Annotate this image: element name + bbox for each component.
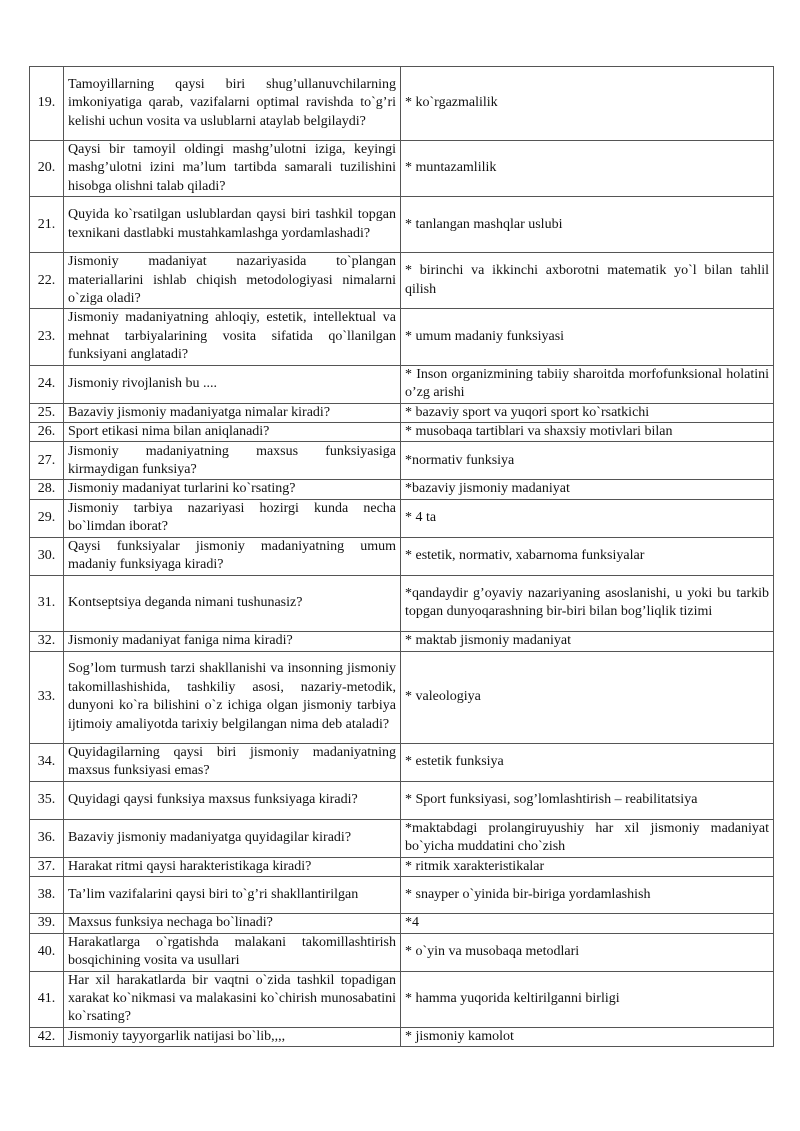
answer-cell: * birinchi va ikkinchi axborotni matematik yo`l bilan tahlil qilish bbox=[401, 253, 774, 309]
table-row bbox=[30, 253, 774, 309]
answer-cell: * muntazamlilik bbox=[401, 141, 774, 197]
row-number: 36. bbox=[30, 819, 64, 857]
table-row bbox=[30, 575, 774, 631]
answer-cell: * hamma yuqorida keltirilganni birligi bbox=[401, 971, 774, 1027]
question-cell: Tamoyillarning qaysi biri shug’ullanuvchilarning imkoniyatiga qarab, vazifalarni optimal ravishda to`g’ri kelishi uchun vosita va uslublarni ataylab belgilaydi? bbox=[64, 67, 401, 141]
row-number: 37. bbox=[30, 857, 64, 876]
table-row bbox=[30, 365, 774, 403]
answer-cell: * tanlangan mashqlar uslubi bbox=[401, 197, 774, 253]
question-cell: Sog’lom turmush tarzi shakllanishi va insonning jismoniy takomillashishida, tashkiliy asosi, nazariy-metodik, dunyoni ko`ra bilishini o`z ichiga olgan jismoniy tarbiya ijtimoiy amaliyotda tarixiy belgilangan nima deb ataladi? bbox=[64, 651, 401, 743]
question-cell: Sport etikasi nima bilan aniqlanadi? bbox=[64, 423, 401, 442]
answer-cell: * o`yin va musobaqa metodlari bbox=[401, 933, 774, 971]
question-cell: Qaysi bir tamoyil oldingi mashg’ulotni iziga, keyingi mashg’ulotni izini ma’lum tartibda samarali tuzilishini hisobga olishni talab qiladi? bbox=[64, 141, 401, 197]
row-number: 24. bbox=[30, 365, 64, 403]
question-cell: Quyidagi qaysi funksiya maxsus funksiyaga kiradi? bbox=[64, 781, 401, 819]
answer-cell: * maktab jismoniy madaniyat bbox=[401, 631, 774, 651]
row-number: 39. bbox=[30, 914, 64, 933]
row-number: 28. bbox=[30, 480, 64, 499]
answer-cell: * valeologiya bbox=[401, 651, 774, 743]
table-row bbox=[30, 781, 774, 819]
answer-cell: * Inson organizmining tabiiy sharoitda morfofunksional holatini o’zg arishi bbox=[401, 365, 774, 403]
table-row bbox=[30, 403, 774, 422]
row-number: 35. bbox=[30, 781, 64, 819]
answer-cell: *maktabdagi prolangiruyushiy har xil jismoniy madaniyat bo`yicha muddatini cho`zish bbox=[401, 819, 774, 857]
answer-cell: *qandaydir g’oyaviy nazariyaning asoslanishi, u yoki bu tarkib topgan dunyoqarashning bir-biri bilan bog’liqlik tizimi bbox=[401, 575, 774, 631]
question-cell: Kontseptsiya deganda nimani tushunasiz? bbox=[64, 575, 401, 631]
table-row bbox=[30, 480, 774, 499]
table-row bbox=[30, 651, 774, 743]
question-cell: Bazaviy jismoniy madaniyatga nimalar kiradi? bbox=[64, 403, 401, 422]
answer-cell: *normativ funksiya bbox=[401, 442, 774, 480]
row-number: 23. bbox=[30, 309, 64, 365]
table-row bbox=[30, 1027, 774, 1046]
table-row bbox=[30, 819, 774, 857]
row-number: 25. bbox=[30, 403, 64, 422]
row-number: 38. bbox=[30, 877, 64, 914]
question-cell: Harakat ritmi qaysi harakteristikaga kiradi? bbox=[64, 857, 401, 876]
question-cell: Jismoniy madaniyat nazariyasida to`plangan materiallarini ishlab chiqish metodologiyasi nimalarni o`ziga oladi? bbox=[64, 253, 401, 309]
row-number: 41. bbox=[30, 971, 64, 1027]
row-number: 34. bbox=[30, 743, 64, 781]
row-number: 29. bbox=[30, 499, 64, 537]
answer-cell: * 4 ta bbox=[401, 499, 774, 537]
row-number: 26. bbox=[30, 423, 64, 442]
table-row bbox=[30, 631, 774, 651]
answer-cell: * musobaqa tartiblari va shaxsiy motivlari bilan bbox=[401, 423, 774, 442]
answer-cell: *4 bbox=[401, 914, 774, 933]
table-row bbox=[30, 857, 774, 876]
table-row bbox=[30, 743, 774, 781]
answer-cell: * estetik, normativ, xabarnoma funksiyalar bbox=[401, 537, 774, 575]
answer-cell: *bazaviy jismoniy madaniyat bbox=[401, 480, 774, 499]
question-cell: Bazaviy jismoniy madaniyatga quyidagilar kiradi? bbox=[64, 819, 401, 857]
table-row bbox=[30, 914, 774, 933]
questions-table-body bbox=[30, 67, 774, 1047]
table-row bbox=[30, 67, 774, 141]
answer-cell: * ritmik xarakteristikalar bbox=[401, 857, 774, 876]
row-number: 40. bbox=[30, 933, 64, 971]
table-row bbox=[30, 971, 774, 1027]
question-cell: Quyida ko`rsatilgan uslublardan qaysi biri tashkil topgan texnikani dastlabki mustahkamlashga yordamlashadi? bbox=[64, 197, 401, 253]
table-row bbox=[30, 197, 774, 253]
row-number: 27. bbox=[30, 442, 64, 480]
table-row bbox=[30, 877, 774, 914]
answer-cell: * jismoniy kamolot bbox=[401, 1027, 774, 1046]
table-row bbox=[30, 423, 774, 442]
answer-cell: * Sport funksiyasi, sog’lomlashtirish – reabilitatsiya bbox=[401, 781, 774, 819]
answer-cell: * snayper o`yinida bir-biriga yordamlashish bbox=[401, 877, 774, 914]
question-cell: Jismoniy madaniyat turlarini ko`rsating? bbox=[64, 480, 401, 499]
table-row bbox=[30, 442, 774, 480]
row-number: 19. bbox=[30, 67, 64, 141]
row-number: 22. bbox=[30, 253, 64, 309]
row-number: 20. bbox=[30, 141, 64, 197]
row-number: 42. bbox=[30, 1027, 64, 1046]
question-cell: Maxsus funksiya nechaga bo`linadi? bbox=[64, 914, 401, 933]
answer-cell: * estetik funksiya bbox=[401, 743, 774, 781]
row-number: 31. bbox=[30, 575, 64, 631]
question-cell: Ta’lim vazifalarini qaysi biri to`g’ri shakllantirilgan bbox=[64, 877, 401, 914]
question-cell: Jismoniy tayyorgarlik natijasi bo`lib,,,, bbox=[64, 1027, 401, 1046]
row-number: 21. bbox=[30, 197, 64, 253]
table-row bbox=[30, 933, 774, 971]
question-cell: Jismoniy rivojlanish bu .... bbox=[64, 365, 401, 403]
answer-cell: * bazaviy sport va yuqori sport ko`rsatkichi bbox=[401, 403, 774, 422]
table-row bbox=[30, 141, 774, 197]
table-row bbox=[30, 309, 774, 365]
question-cell: Qaysi funksiyalar jismoniy madaniyatning umum madaniy funksiyaga kiradi? bbox=[64, 537, 401, 575]
question-cell: Jismoniy tarbiya nazariyasi hozirgi kunda necha bo`limdan iborat? bbox=[64, 499, 401, 537]
row-number: 30. bbox=[30, 537, 64, 575]
question-cell: Jismoniy madaniyatning ahloqiy, estetik, intellektual va mehnat tarbiyalarining vosita sifatida qo`llanilgan funksiyani anglatadi? bbox=[64, 309, 401, 365]
question-cell: Quyidagilarning qaysi biri jismoniy madaniyatning maxsus funksiyasi emas? bbox=[64, 743, 401, 781]
row-number: 32. bbox=[30, 631, 64, 651]
question-cell: Har xil harakatlarda bir vaqtni o`zida tashkil topadigan xarakat ko`nikmasi va malakasini ko`chirish munosabatini ko`rsating? bbox=[64, 971, 401, 1027]
row-number: 33. bbox=[30, 651, 64, 743]
table-row bbox=[30, 499, 774, 537]
question-cell: Harakatlarga o`rgatishda malakani takomillashtirish bosqichining vosita va usullari bbox=[64, 933, 401, 971]
question-cell: Jismoniy madaniyatning maxsus funksiyasiga kirmaydigan funksiya? bbox=[64, 442, 401, 480]
answer-cell: * umum madaniy funksiyasi bbox=[401, 309, 774, 365]
table-row bbox=[30, 537, 774, 575]
question-cell: Jismoniy madaniyat faniga nima kiradi? bbox=[64, 631, 401, 651]
questions-table bbox=[29, 66, 774, 1047]
answer-cell: * ko`rgazmalilik bbox=[401, 67, 774, 141]
